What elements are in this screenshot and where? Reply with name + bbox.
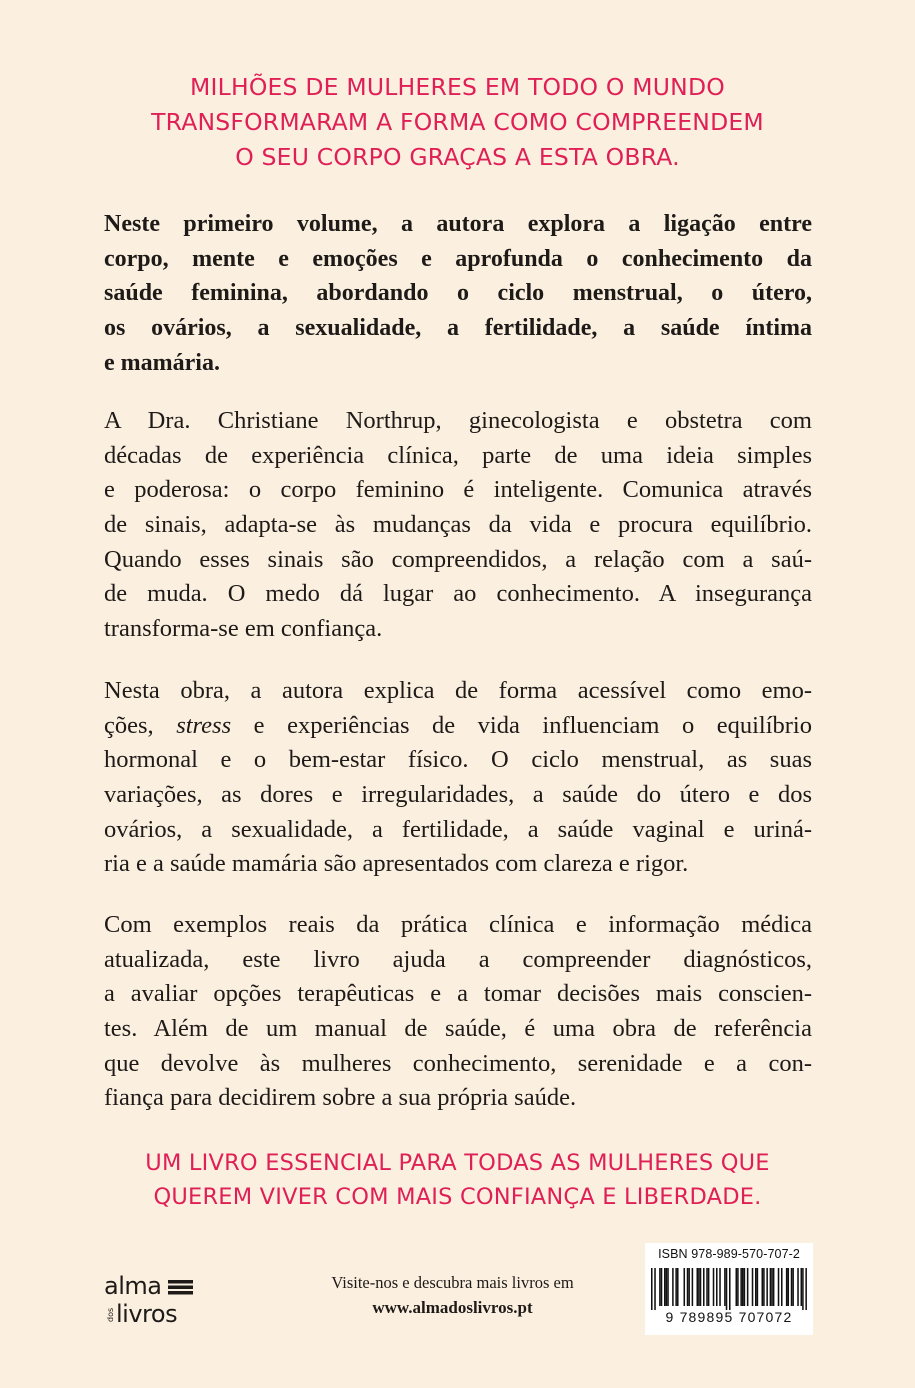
text-line: [104, 709, 812, 744]
barcode-bar: [724, 1268, 726, 1306]
barcode-bar: [736, 1268, 738, 1306]
bottom-headline: [60, 1146, 855, 1214]
barcode-bar: [703, 1268, 705, 1306]
barcode-bar: [684, 1268, 686, 1306]
text-line: de muda. O medo dá lugar ao conhecimento. A insegurança: [104, 580, 812, 608]
barcode-bar: [805, 1268, 807, 1310]
logo-bar: [168, 1280, 193, 1284]
text-line: ria e a saúde mamária são apresentados com clareza e rigor.: [104, 850, 689, 878]
text-line: ovários, a sexualidade, a fertilidade, a saúde vaginal e uriná-: [104, 815, 812, 843]
barcode-bar: [740, 1268, 742, 1306]
barcode-bar: [802, 1268, 804, 1310]
visit-text: Visite-nos e descubra mais livros em: [331, 1273, 574, 1292]
barcode-bar: [677, 1268, 679, 1306]
barcode-bar: [706, 1268, 708, 1306]
logo-bar: [168, 1286, 193, 1290]
logo-word-livros: livros: [116, 1300, 178, 1327]
barcode-bar: [675, 1268, 677, 1306]
barcode-icon: [651, 1268, 807, 1310]
text-line: hormonal e o bem-estar físico. O ciclo menstrual, as suas: [104, 746, 812, 774]
text-line: que devolve às mulheres conhecimento, serenidade e a con-: [104, 1049, 812, 1077]
logo-word-alma: alma: [104, 1272, 162, 1300]
logo-word-dos: dos: [106, 1307, 115, 1322]
barcode-bar: [687, 1268, 689, 1306]
text-segment: ções,: [104, 711, 177, 739]
footer-visit: [300, 1270, 605, 1320]
headline-line: QUEREM VIVER COM MAIS CONFIANÇA E LIBERDADE.: [153, 1184, 762, 1210]
barcode-bar: [778, 1268, 780, 1306]
text-segment: e experiências de vida influenciam o equilíbrio: [231, 711, 812, 739]
text-line: transforma-se em confiança.: [104, 615, 383, 643]
barcode-bar: [763, 1268, 765, 1306]
italic-word: stress: [176, 711, 232, 739]
headline-line: TRANSFORMARAM A FORMA COMO COMPREENDEM: [151, 108, 764, 136]
text-line: de sinais, adapta-se às mudanças da vida e procura equilíbrio.: [104, 511, 812, 539]
barcode-bar: [770, 1268, 772, 1306]
text-line: saúde feminina, abordando o ciclo menstrual, o útero,: [104, 280, 812, 307]
body-paragraph-1: [104, 404, 812, 647]
barcode-bar: [788, 1268, 790, 1306]
barcode-bar: [742, 1268, 744, 1306]
text-line: corpo, mente e emoções e aprofunda o conhecimento da: [104, 245, 812, 272]
barcode-bar: [791, 1268, 793, 1306]
text-line: a avaliar opções terapêuticas e a tomar decisões mais conscien-: [104, 980, 812, 1008]
barcode-bar: [708, 1268, 710, 1306]
text-line: A Dra. Christiane Northrup, ginecologista e obstetra com: [104, 407, 812, 434]
barcode-bar: [726, 1268, 728, 1310]
text-line: Nesta obra, a autora explica de forma acessível como emo-: [104, 677, 812, 704]
headline-line: O SEU CORPO GRAÇAS A ESTA OBRA.: [235, 143, 680, 171]
text-line: atualizada, este livro ajuda a compreender diagnósticos,: [104, 945, 812, 973]
barcode-bar: [713, 1268, 715, 1306]
isbn-barcode: [645, 1243, 813, 1335]
barcode-bar: [755, 1268, 757, 1306]
isbn-label: ISBN 978-989-570-707-2: [658, 1247, 800, 1261]
barcode-bar: [737, 1268, 739, 1306]
body-paragraph-3: [104, 908, 812, 1116]
headline-line: MILHÕES DE MULHERES EM TODO O MUNDO: [190, 73, 725, 101]
text-line: os ovários, a sexualidade, a fertilidade, a saúde íntima: [104, 315, 812, 342]
barcode-bar: [659, 1268, 661, 1306]
text-line: variações, as dores e irregularidades, a saúde do útero e dos: [104, 781, 812, 809]
barcode-bar: [688, 1268, 690, 1306]
barcode-bar: [752, 1268, 754, 1306]
barcode-bar: [792, 1268, 794, 1306]
text-line: e poderosa: o corpo feminino é inteligente. Comunica através: [104, 476, 812, 504]
barcode-bar: [747, 1268, 749, 1306]
barcode-bar: [700, 1268, 702, 1306]
barcode-bar: [654, 1268, 656, 1310]
alma-dos-livros-logo-icon: [104, 1272, 199, 1327]
logo-bar: [168, 1291, 193, 1295]
top-headline: [60, 70, 855, 175]
barcode-bar: [762, 1268, 764, 1306]
barcode-bar: [786, 1268, 788, 1306]
barcode-bar: [729, 1268, 731, 1310]
barcode-bar: [744, 1268, 746, 1306]
barcode-bar: [692, 1268, 694, 1306]
barcode-bar: [666, 1268, 668, 1306]
text-line: Neste primeiro volume, a autora explora a ligação entre: [104, 211, 812, 237]
barcode-bar: [781, 1268, 783, 1306]
barcode-bar: [664, 1268, 666, 1306]
text-line: e mamária.: [104, 349, 220, 376]
barcode-bar: [661, 1268, 663, 1306]
text-line: fiança para decidirem sobre a sua própria saúde.: [104, 1084, 577, 1112]
text-line: décadas de experiência clínica, parte de uma ideia simples: [104, 441, 812, 469]
barcode-bar: [766, 1268, 768, 1306]
intro-paragraph: [104, 207, 812, 380]
barcode-bar: [697, 1268, 699, 1306]
headline-line: UM LIVRO ESSENCIAL PARA TODAS AS MULHERES QUE: [145, 1150, 770, 1176]
text-line: tes. Além de um manual de saúde, é uma obra de referência: [104, 1015, 812, 1043]
barcode-bar: [797, 1268, 799, 1306]
barcode-bar: [651, 1268, 653, 1310]
barcode-bar: [698, 1268, 700, 1306]
text-line: Com exemplos reais da prática clínica e informação médica: [104, 911, 812, 938]
publisher-logo: [104, 1272, 199, 1327]
barcode-bar: [771, 1268, 773, 1306]
website-link[interactable]: www.almadoslivros.pt: [372, 1298, 533, 1317]
barcode-bar: [719, 1268, 721, 1306]
barcode-bar: [672, 1268, 674, 1306]
barcode-digits: 9 789895 707072: [665, 1309, 793, 1325]
barcode-bar: [773, 1268, 775, 1306]
barcode-bar: [757, 1268, 759, 1306]
text-line: Quando esses sinais são compreendidos, a relação com a saú-: [104, 545, 812, 573]
barcode-bar: [716, 1268, 718, 1306]
body-paragraph-2: [104, 674, 812, 882]
barcode-bar: [667, 1268, 669, 1306]
barcode-bar: [801, 1268, 803, 1306]
